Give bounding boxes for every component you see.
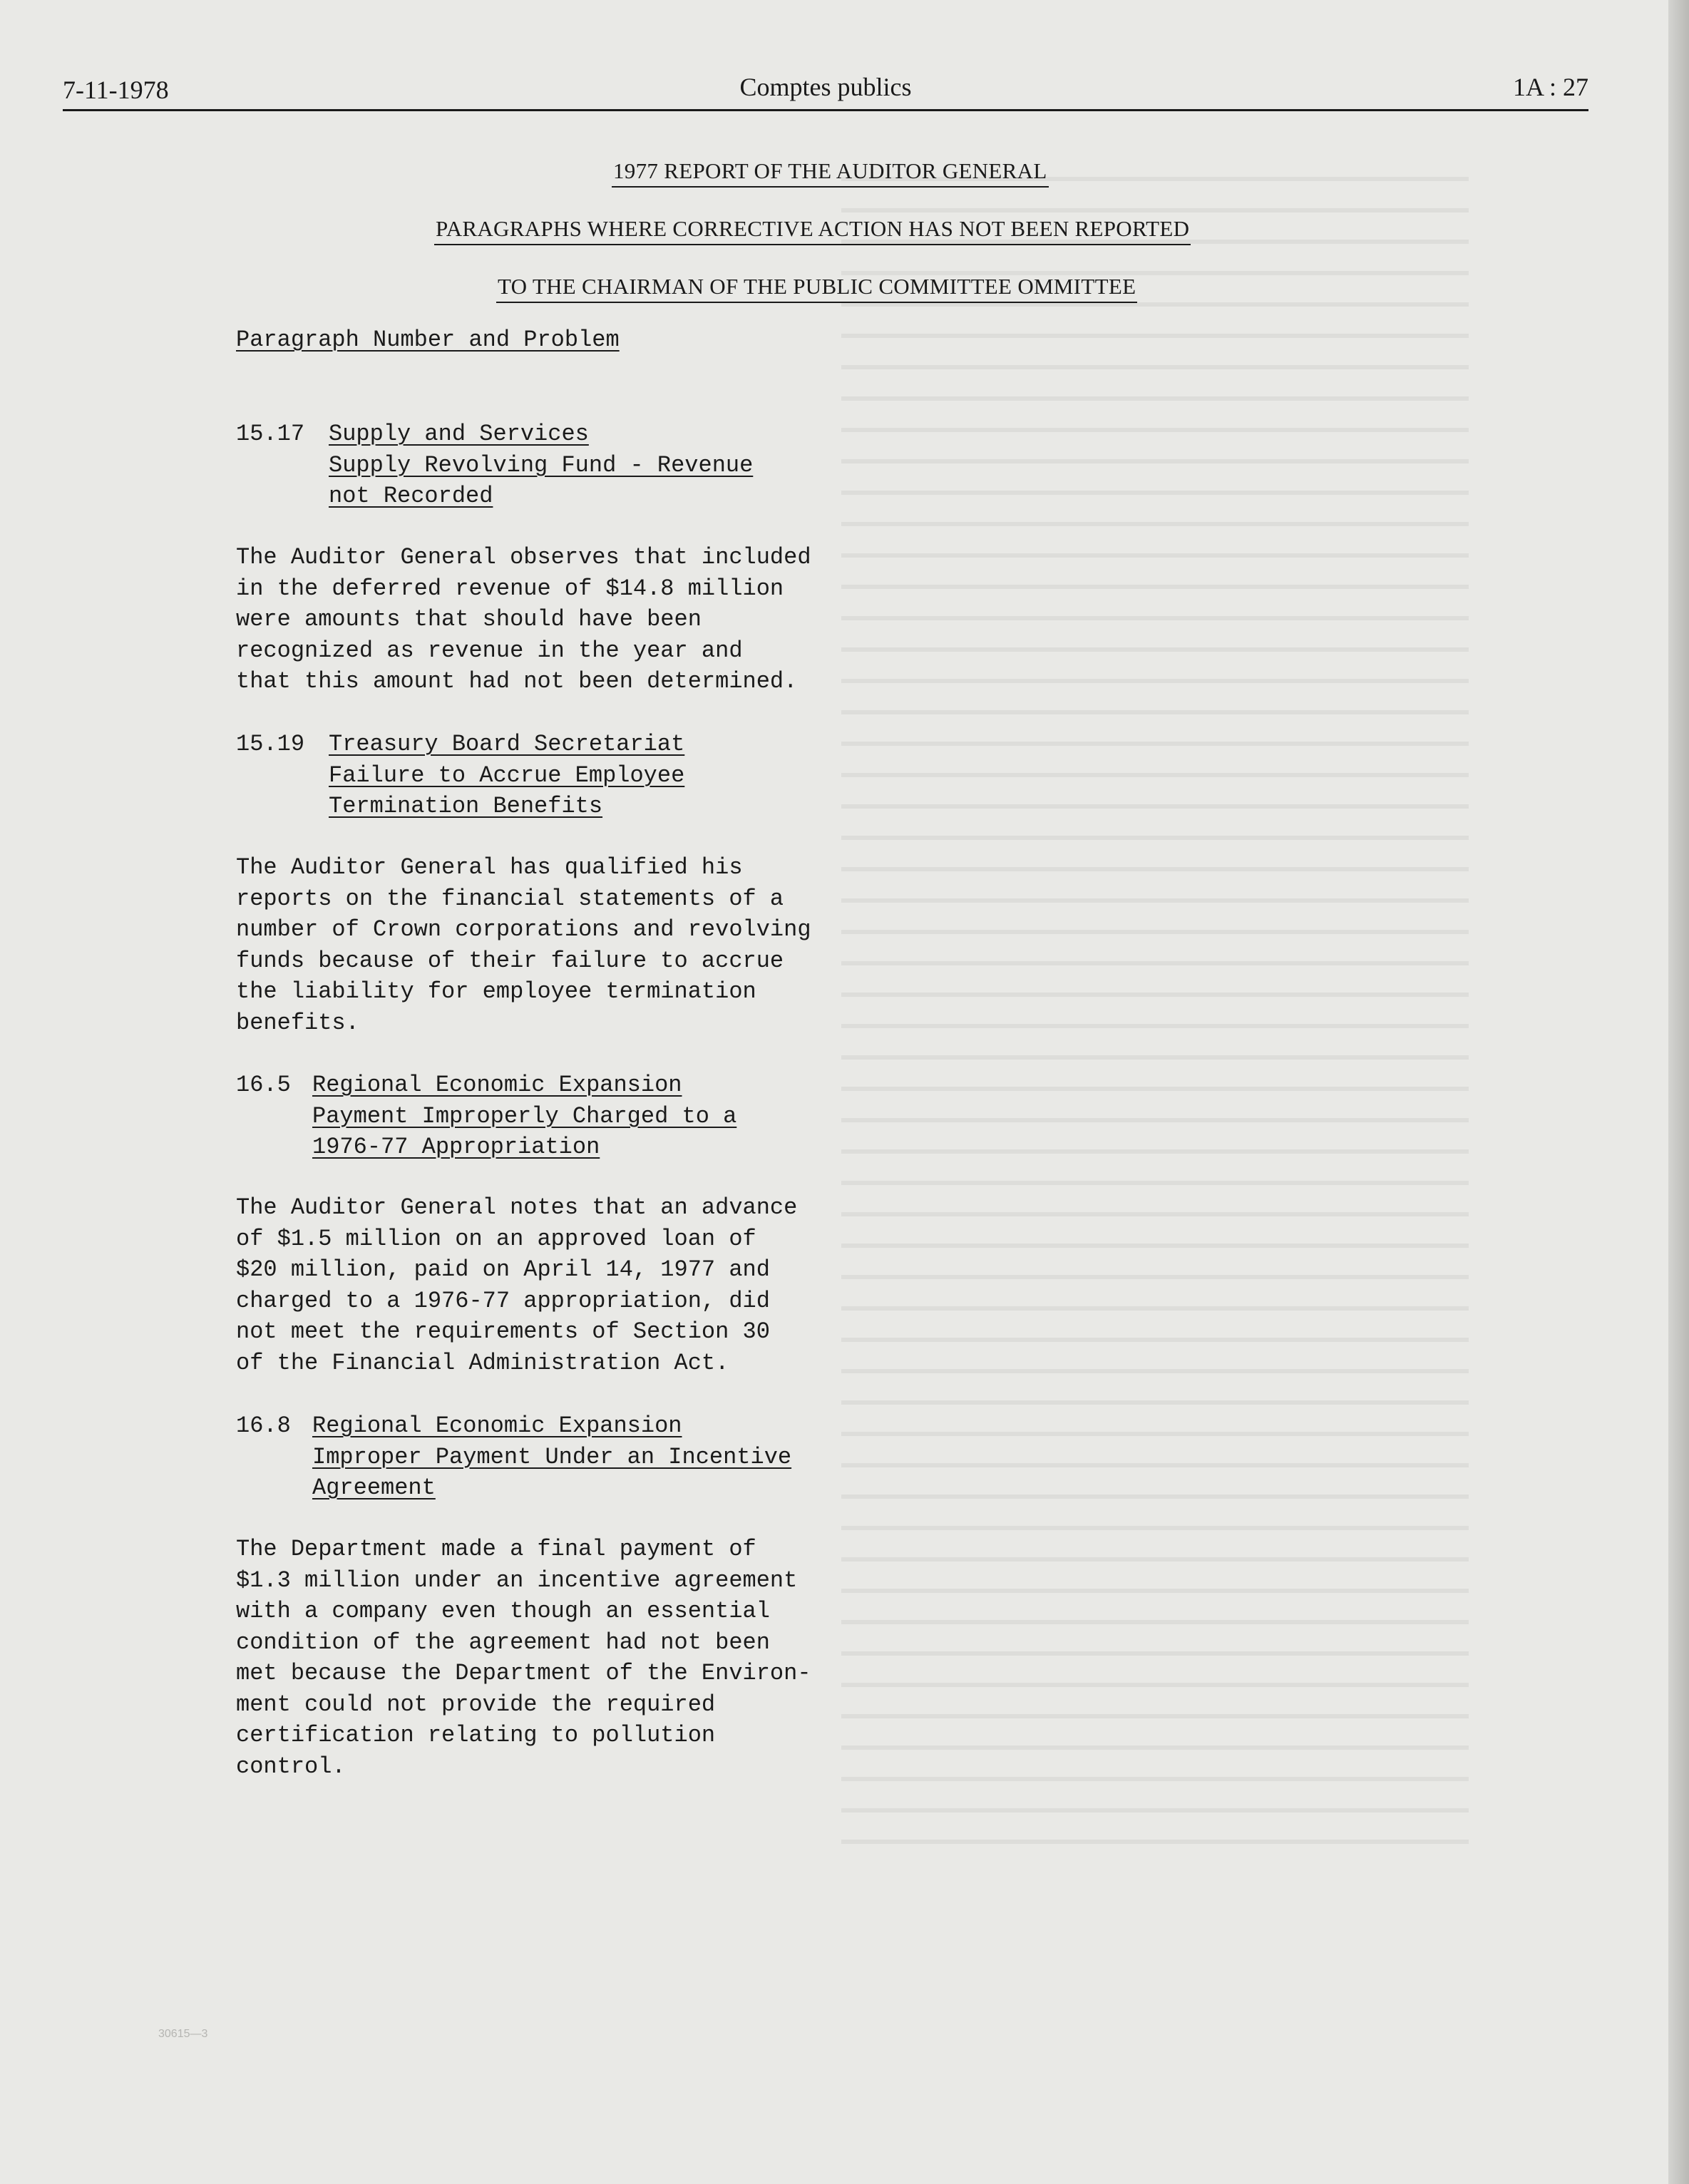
section-number: 15.19 xyxy=(236,731,305,757)
section-number: 15.17 xyxy=(236,421,305,447)
report-title-3: TO THE CHAIRMAN OF THE PUBLIC COMMITTEE OMMITTEE xyxy=(496,274,1137,303)
show-through-text xyxy=(841,157,1469,1868)
section-heading-line: Payment Improperly Charged to a xyxy=(312,1102,737,1129)
section-heading-line: Agreement xyxy=(312,1475,436,1501)
section-heading-line: Failure to Accrue Employee xyxy=(329,762,685,789)
section-number: 16.8 xyxy=(236,1413,291,1439)
print-mark: 30615—3 xyxy=(158,2028,208,2040)
page-header xyxy=(63,68,1588,111)
header-page-ref: 1A : 27 xyxy=(1512,73,1588,101)
header-title: Comptes publics xyxy=(739,73,912,101)
section-heading-line: Improper Payment Under an Incentive xyxy=(312,1443,792,1470)
section-body: The Auditor General observes that included in the deferred revenue of $14.8 million were amounts that should have been recognized as revenue in the year and that this amount had not been determined. xyxy=(236,544,811,694)
section-heading-line: Regional Economic Expansion xyxy=(312,1413,682,1439)
section-heading-line: not Recorded xyxy=(329,483,493,509)
report-titles xyxy=(0,158,1668,332)
report-title-1: 1977 REPORT OF THE AUDITOR GENERAL xyxy=(612,158,1049,188)
report-title-2: PARAGRAPHS WHERE CORRECTIVE ACTION HAS NOT BEEN REPORTED xyxy=(434,216,1191,245)
header-date: 7-11-1978 xyxy=(63,76,169,104)
column-heading: Paragraph Number and Problem xyxy=(236,327,620,353)
section-number: 16.5 xyxy=(236,1072,291,1098)
section-heading-line: Regional Economic Expansion xyxy=(312,1072,682,1098)
section-heading-line: Supply and Services xyxy=(329,421,589,447)
section-heading-line: Treasury Board Secretariat xyxy=(329,731,685,757)
section-heading-line: 1976-77 Appropriation xyxy=(312,1134,600,1160)
section-heading-line: Supply Revolving Fund - Revenue xyxy=(329,451,754,478)
page-edge xyxy=(1668,0,1689,2184)
section-body: The Department made a final payment of $1.3 million under an incentive agreement with a company even though an essential condition of the agreement had not been met because the Department of the Environ- ment could not provide the required certification relating to pollution control. xyxy=(236,1536,811,1780)
section-heading-line: Termination Benefits xyxy=(329,793,603,819)
section-body: The Auditor General notes that an advance of $1.5 million on an approved loan of $20 million, paid on April 14, 1977 and charged to a 1976-77 appropriation, did not meet the requirements of Section 30 of the Financial Administration Act. xyxy=(236,1194,798,1376)
section-body: The Auditor General has qualified his reports on the financial statements of a number of Crown corporations and revolving funds because of their failure to accrue the liability for employee termination benefits. xyxy=(236,854,811,1036)
